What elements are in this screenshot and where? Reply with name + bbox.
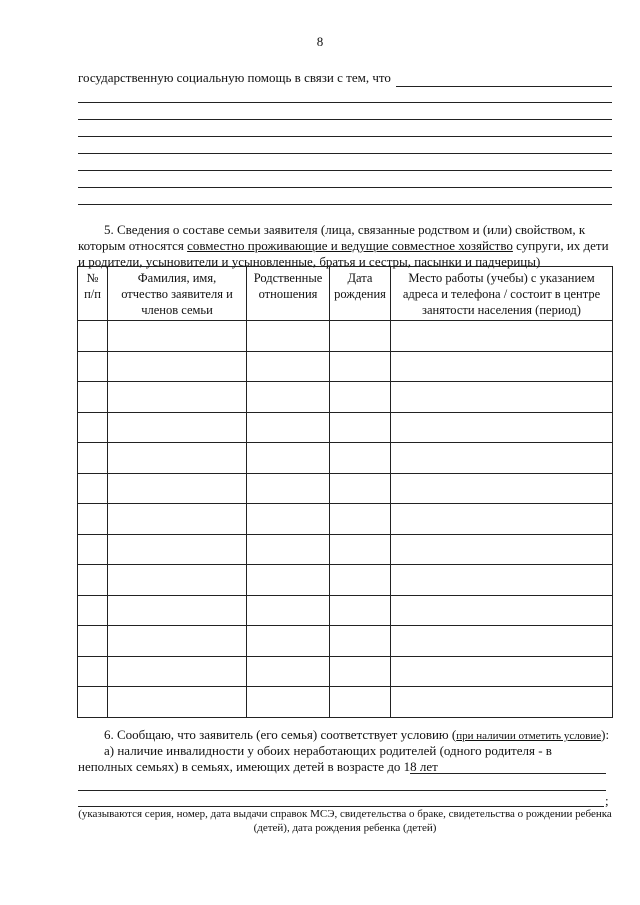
table-cell[interactable] bbox=[78, 321, 108, 352]
table-row bbox=[78, 473, 613, 504]
table-cell[interactable] bbox=[108, 534, 247, 565]
table-cell[interactable] bbox=[108, 687, 247, 718]
section5-line2: которым относятся совместно проживающие и ведущие совместное хозяйство супруги, их дети bbox=[78, 238, 609, 253]
header-number: № п/п bbox=[78, 267, 108, 321]
section5-underlined: совместно проживающие и ведущие совместное хозяйство bbox=[187, 238, 513, 253]
table-row bbox=[78, 443, 613, 474]
section5-line1: 5. Сведения о составе семьи заявителя (лица, связанные родством и (или) свойством, к bbox=[104, 222, 586, 237]
header-full-name: Фамилия, имя, отчество заявителя и членов семьи bbox=[108, 267, 247, 321]
fill-line[interactable] bbox=[78, 119, 612, 120]
table-cell[interactable] bbox=[108, 443, 247, 474]
table-cell[interactable] bbox=[108, 351, 247, 382]
header-workplace: Место работы (учебы) с указанием адреса и телефона / состоит в центре занятости населения (период) bbox=[391, 267, 613, 321]
table-cell[interactable] bbox=[78, 565, 108, 596]
table-cell[interactable] bbox=[391, 656, 613, 687]
fill-line[interactable] bbox=[78, 170, 612, 171]
table-cell[interactable] bbox=[330, 473, 391, 504]
table-cell[interactable] bbox=[330, 534, 391, 565]
table-cell[interactable] bbox=[247, 321, 330, 352]
table-cell[interactable] bbox=[78, 351, 108, 382]
table-cell[interactable] bbox=[108, 565, 247, 596]
table-cell[interactable] bbox=[330, 687, 391, 718]
table-row bbox=[78, 656, 613, 687]
table-row bbox=[78, 595, 613, 626]
table-cell[interactable] bbox=[247, 412, 330, 443]
table-header-row bbox=[78, 267, 613, 321]
table-cell[interactable] bbox=[330, 595, 391, 626]
fill-line[interactable] bbox=[410, 773, 606, 774]
section6-underlined: при наличии отметить условие bbox=[456, 730, 602, 742]
table-cell[interactable] bbox=[330, 412, 391, 443]
table-cell[interactable] bbox=[78, 443, 108, 474]
table-cell[interactable] bbox=[330, 351, 391, 382]
table-cell[interactable] bbox=[247, 687, 330, 718]
table-cell[interactable] bbox=[391, 534, 613, 565]
table-cell[interactable] bbox=[247, 351, 330, 382]
fill-line[interactable] bbox=[396, 86, 612, 87]
table-row bbox=[78, 687, 613, 718]
table-cell[interactable] bbox=[391, 321, 613, 352]
table-cell[interactable] bbox=[78, 595, 108, 626]
table-cell[interactable] bbox=[78, 534, 108, 565]
table-cell[interactable] bbox=[391, 595, 613, 626]
intro-text: государственную социальную помощь в связи с тем, что bbox=[78, 70, 391, 85]
table-row bbox=[78, 412, 613, 443]
table-cell[interactable] bbox=[330, 565, 391, 596]
header-birth-date: Дата рождения bbox=[330, 267, 391, 321]
table-row bbox=[78, 504, 613, 535]
table-cell[interactable] bbox=[78, 382, 108, 413]
section6-line2: а) наличие инвалидности у обоих неработающих родителей (одного родителя - в bbox=[104, 743, 552, 758]
table-cell[interactable] bbox=[247, 382, 330, 413]
table-cell[interactable] bbox=[391, 443, 613, 474]
table-cell[interactable] bbox=[247, 626, 330, 657]
table-cell[interactable] bbox=[78, 504, 108, 535]
table-cell[interactable] bbox=[247, 534, 330, 565]
section5-line3: и родители, усыновители и усыновленные, братья и сестры, пасынки и падчерицы) bbox=[78, 254, 541, 269]
fill-line[interactable] bbox=[78, 102, 612, 103]
table-cell[interactable] bbox=[108, 382, 247, 413]
table-cell[interactable] bbox=[247, 443, 330, 474]
table-cell[interactable] bbox=[108, 626, 247, 657]
table-cell[interactable] bbox=[330, 656, 391, 687]
table-cell[interactable] bbox=[108, 656, 247, 687]
table-cell[interactable] bbox=[247, 656, 330, 687]
table-cell[interactable] bbox=[108, 412, 247, 443]
section6-line1: 6. Сообщаю, что заявитель (его семья) соответствует условию (при наличии отметить условие): bbox=[104, 727, 610, 742]
header-relationship: Родственные отношения bbox=[247, 267, 330, 321]
fill-line[interactable] bbox=[78, 153, 612, 154]
fill-line[interactable] bbox=[78, 790, 606, 791]
table-cell[interactable] bbox=[330, 626, 391, 657]
table-cell[interactable] bbox=[108, 473, 247, 504]
table-cell[interactable] bbox=[391, 351, 613, 382]
table-cell[interactable] bbox=[78, 412, 108, 443]
table-cell[interactable] bbox=[391, 626, 613, 657]
table-cell[interactable] bbox=[391, 504, 613, 535]
table-cell[interactable] bbox=[247, 504, 330, 535]
note-line2: (детей), дата рождения ребенка (детей) bbox=[253, 822, 437, 834]
fill-line[interactable] bbox=[78, 187, 612, 188]
table-cell[interactable] bbox=[108, 321, 247, 352]
note-line1: (указываются серия, номер, дата выдачи справок МСЭ, свидетельства о браке, свидетельства о рождении ребенка bbox=[78, 808, 612, 820]
table-cell[interactable] bbox=[391, 687, 613, 718]
table-cell[interactable] bbox=[391, 473, 613, 504]
table-row bbox=[78, 534, 613, 565]
table-cell[interactable] bbox=[78, 473, 108, 504]
table-row bbox=[78, 382, 613, 413]
table-cell[interactable] bbox=[78, 687, 108, 718]
table-row bbox=[78, 351, 613, 382]
table-cell[interactable] bbox=[330, 382, 391, 413]
table-cell[interactable] bbox=[247, 595, 330, 626]
table-cell[interactable] bbox=[330, 321, 391, 352]
table-cell[interactable] bbox=[108, 504, 247, 535]
table-cell[interactable] bbox=[78, 656, 108, 687]
table-cell[interactable] bbox=[108, 595, 247, 626]
section6-line3: неполных семьях) в семьях, имеющих детей в возрасте до 18 лет bbox=[78, 759, 438, 774]
fill-line[interactable] bbox=[78, 136, 612, 137]
fill-line[interactable] bbox=[78, 204, 612, 205]
semicolon: ; bbox=[605, 793, 609, 808]
family-composition-table bbox=[77, 266, 613, 718]
table-cell[interactable] bbox=[247, 473, 330, 504]
table-cell[interactable] bbox=[247, 565, 330, 596]
table-cell[interactable] bbox=[391, 565, 613, 596]
table-row bbox=[78, 565, 613, 596]
page-number: 8 bbox=[316, 34, 324, 49]
table-cell[interactable] bbox=[78, 626, 108, 657]
table-cell[interactable] bbox=[330, 443, 391, 474]
table-row bbox=[78, 321, 613, 352]
table-cell[interactable] bbox=[391, 382, 613, 413]
table-row bbox=[78, 626, 613, 657]
table-cell[interactable] bbox=[391, 412, 613, 443]
table-cell[interactable] bbox=[330, 504, 391, 535]
